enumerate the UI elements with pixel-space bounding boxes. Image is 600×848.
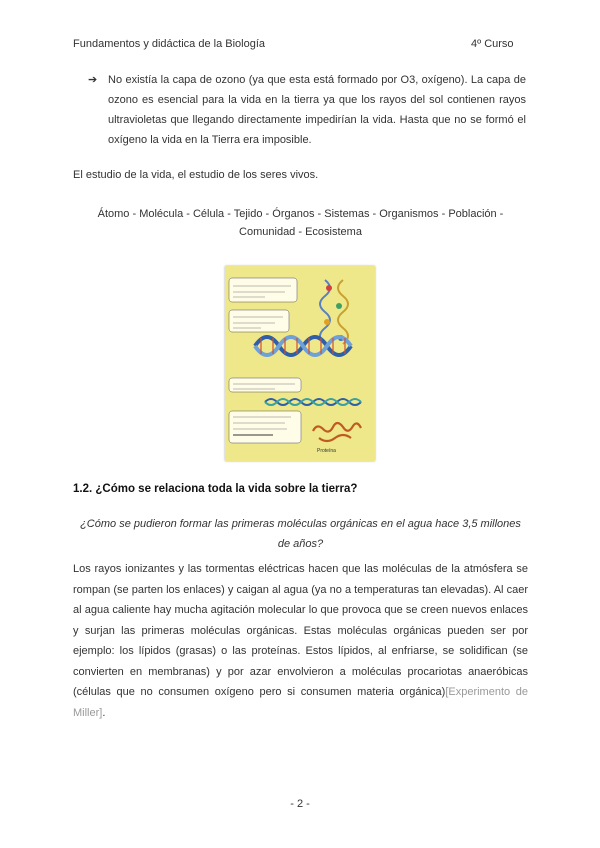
body-paragraph xyxy=(73,559,528,723)
page-number: - 2 - xyxy=(290,798,310,810)
body-text: Los rayos ionizantes y las tormentas eléctricas hacen que las moléculas de la atmósfera se rompan (se parten los enlaces) y caigan al agua (ya no a temperaturas tan elevadas). Al caer al agua caliente hay mucha agitación molecular lo que provoca que se creen nuevos enlaces y surjan las primeras moléculas orgánicas. Estas moléculas orgánicas pueden ser por ejemplo: los lípidos (grasas) o las proteínas. Estos lípidos, al enfriarse, se solidifican (se convierten en membranas) y por azar envolvieron a moléculas procariotas anaeróbicas (células que no consumen oxígeno pero si consumen materia orgánica) xyxy=(73,563,528,698)
bullet-text: No existía la capa de ozono (ya que esta está formado por O3, oxígeno). La capa de ozono es esencial para la vida en la tierra ya que los rayos del sol contienen rayos ultravioletas que llegando directamente impedirían la vida. Hasta que no se formó el oxígeno la vida en la Tierra era imposible. xyxy=(108,74,526,146)
levels-line-2: Comunidad - Ecosistema xyxy=(239,226,362,238)
header-right: 4º Curso xyxy=(471,38,514,50)
body-tail: . xyxy=(102,706,106,719)
protein-label: Proteína xyxy=(317,448,336,454)
levels-line-1: Átomo - Molécula - Célula - Tejido - Órganos - Sistemas - Organismos - Población - xyxy=(97,208,504,220)
dna-illustration xyxy=(225,266,375,461)
section-heading: 1.2. ¿Cómo se relaciona toda la vida sobre la tierra? xyxy=(73,483,358,495)
intro-paragraph: El estudio de la vida, el estudio de los seres vivos. xyxy=(73,169,319,181)
header-left: Fundamentos y didáctica de la Biología xyxy=(73,38,266,50)
section-question: ¿Cómo se pudieron formar las primeras moléculas orgánicas en el agua hace 3,5 millones de años? xyxy=(80,518,521,550)
arrow-icon: ➔ xyxy=(88,74,98,86)
miller-experiment-link[interactable]: [Experimento de Miller] xyxy=(73,686,528,719)
dna-figure xyxy=(225,266,375,461)
bullet-item xyxy=(88,70,528,150)
